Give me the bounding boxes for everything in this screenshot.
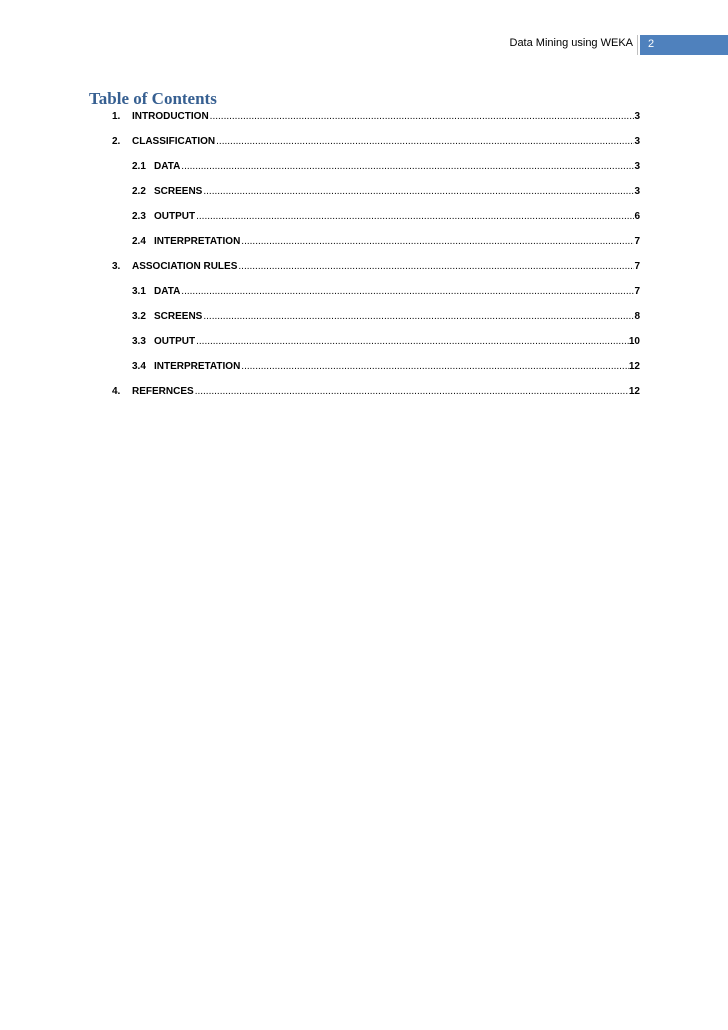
toc-entry-number: 2. <box>112 136 121 147</box>
toc-entry-number: 3.4 <box>132 361 146 372</box>
toc-dot-leader <box>209 111 635 122</box>
toc-entry-number: 1. <box>112 111 121 122</box>
toc-entry-page: 3 <box>634 186 640 197</box>
toc-entry-label: OUTPUT <box>154 211 196 222</box>
toc-title: Table of Contents <box>89 89 217 108</box>
toc-entry[interactable] <box>112 111 640 127</box>
toc-entry[interactable] <box>112 136 640 152</box>
toc-entry[interactable] <box>132 361 640 377</box>
toc-entry-number: 3.1 <box>132 286 146 297</box>
header-title: Data Mining using WEKA <box>509 37 633 49</box>
toc-entry[interactable] <box>112 261 640 277</box>
toc-dot-leader <box>195 336 629 347</box>
toc-entry-page: 3 <box>634 161 640 172</box>
toc-entry-page: 3 <box>634 136 640 147</box>
toc-entry-page: 12 <box>628 361 640 372</box>
toc-entry-number: 2.2 <box>132 186 146 197</box>
toc-entry-label: INTRODUCTION <box>132 111 209 122</box>
toc-dot-leader <box>237 261 634 272</box>
toc-entry-label: CLASSIFICATION <box>132 136 216 147</box>
toc-dot-leader <box>240 236 634 247</box>
toc-entry-page: 10 <box>628 336 640 347</box>
toc-entry-number: 2.3 <box>132 211 146 222</box>
toc-entry[interactable] <box>132 311 640 327</box>
toc-dot-leader <box>194 386 629 397</box>
toc-entry-number: 4. <box>112 386 121 397</box>
toc-entry-label: OUTPUT <box>154 336 196 347</box>
toc-entry-page: 6 <box>634 211 640 222</box>
toc-entry-number: 2.4 <box>132 236 146 247</box>
toc-entry-label: INTERPRETATION <box>154 236 241 247</box>
page-header <box>0 35 728 55</box>
toc-entry-number: 3.3 <box>132 336 146 347</box>
toc-entry-label: ASSOCIATION RULES <box>132 261 238 272</box>
toc-dot-leader <box>202 311 634 322</box>
toc-dot-leader <box>215 136 634 147</box>
toc-entry[interactable] <box>132 286 640 302</box>
toc-dot-leader <box>240 361 629 372</box>
toc-entry-number: 2.1 <box>132 161 146 172</box>
toc-dot-leader <box>180 161 634 172</box>
toc-entry[interactable] <box>132 336 640 352</box>
toc-entry-number: 3. <box>112 261 121 272</box>
toc-entry-label: INTERPRETATION <box>154 361 241 372</box>
toc-entry-label: DATA <box>154 286 181 297</box>
toc-entry-page: 12 <box>628 386 640 397</box>
toc-entry-page: 8 <box>634 311 640 322</box>
toc-entry-page: 3 <box>634 111 640 122</box>
header-divider <box>637 35 638 55</box>
toc-entry-label: DATA <box>154 161 181 172</box>
toc-dot-leader <box>195 211 634 222</box>
toc-entry[interactable] <box>132 211 640 227</box>
toc-entry-label: SCREENS <box>154 186 203 197</box>
toc-entry[interactable] <box>132 186 640 202</box>
toc-entry[interactable] <box>132 161 640 177</box>
toc-dot-leader <box>180 286 634 297</box>
toc-entry-page: 7 <box>634 236 640 247</box>
toc-entry[interactable] <box>132 236 640 252</box>
toc-entry-page: 7 <box>634 286 640 297</box>
header-page-number: 2 <box>648 38 655 50</box>
toc-entry-label: SCREENS <box>154 311 203 322</box>
toc-entry-page: 7 <box>634 261 640 272</box>
toc-entry-number: 3.2 <box>132 311 146 322</box>
header-page-box <box>640 35 728 55</box>
toc-dot-leader <box>202 186 634 197</box>
toc-entry-label: REFERNCES <box>132 386 194 397</box>
toc-entry[interactable] <box>112 386 640 402</box>
